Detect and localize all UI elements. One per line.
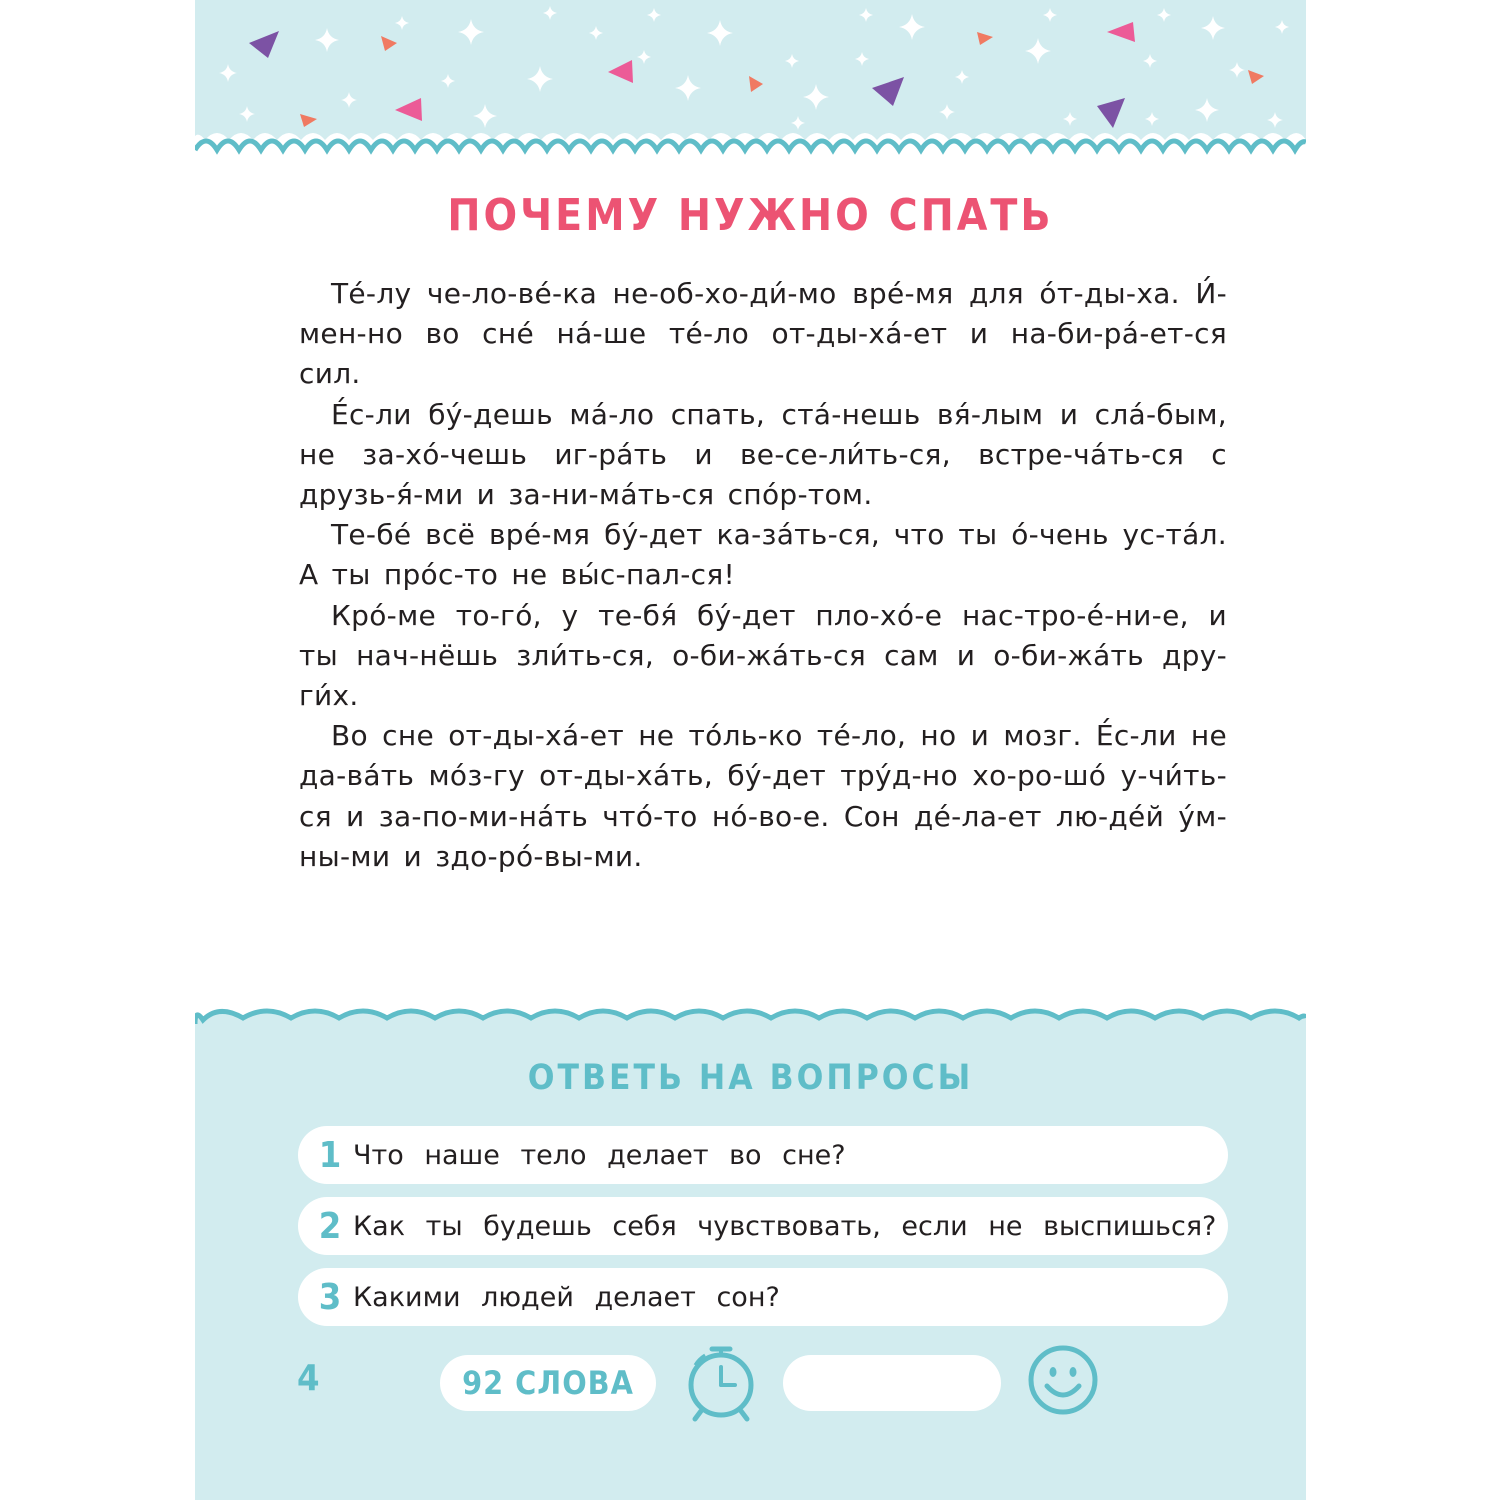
question-number: 1 bbox=[318, 1134, 342, 1176]
confetti-decoration bbox=[195, 0, 1306, 160]
reading-time-field[interactable] bbox=[783, 1355, 1001, 1411]
page-number: 4 bbox=[297, 1358, 320, 1399]
question-item bbox=[298, 1126, 1228, 1184]
word-count-badge: 92 СЛОВА bbox=[440, 1355, 656, 1411]
paragraph: Кро́-ме то-го́, у те-бя́ бу́-дет пло-хо́-е нас-тро-е́-ни-е, и ты нач-нёшь зли́ть-ся, о-би-жа́ть-ся сам и о-би-жа́ть дру-ги́х. bbox=[299, 598, 1227, 713]
quiz-title: ОТВЕТЬ НА ВОПРОСЫ bbox=[527, 1058, 974, 1098]
page-title: ПОЧЕМУ НУЖНО СПАТЬ bbox=[447, 190, 1054, 241]
question-number: 3 bbox=[318, 1276, 342, 1318]
paragraph: Те-бе́ всё вре́-мя бу́-дет ка-за́ть-ся, что ты о́-чень ус-та́л. А ты про́с-то не вы́с-пал-ся! bbox=[299, 518, 1227, 592]
paragraph: Те́-лу че-ло-ве́-ка не-об-хо-ди́-мо вре́-мя для о́т-ды-ха. И́-мен-но во сне́ на́-ше те́-ло от-ды-ха́-ет и на-би-ра́-ет-ся сил. bbox=[299, 277, 1227, 391]
paragraph: Е́с-ли бу́-дешь ма́-ло спать, ста́-нешь вя́-лым и сла́-бым, не за-хо́-чешь иг-ра́ть и ве-се-ли́ть-ся, встре-ча́ть-ся с друзь-я́-ми и за-ни-ма́ть-ся спо́р-том. bbox=[299, 397, 1227, 512]
reading-text bbox=[299, 274, 1227, 877]
question-text: Что наше тело делает во сне? bbox=[353, 1139, 846, 1171]
paragraph: Во сне от-ды-ха́-ет не то́ль-ко те́-ло, но и мозг. Е́с-ли не да-ва́ть мо́з-гу от-ды-ха́ть, бу́-дет тру́д-но хо-ро-шо́ у-чи́ть-ся и за-по-ми-на́ть что́-то но́-во-е. Сон де́-ла-ет лю-де́й у́м-ны-ми и здо-ро́-вы-ми. bbox=[299, 719, 1227, 873]
question-item bbox=[298, 1268, 1228, 1326]
top-decorative-band bbox=[195, 0, 1306, 160]
question-item bbox=[298, 1197, 1228, 1255]
smiley-face-icon bbox=[1027, 1344, 1099, 1416]
question-text: Как ты будешь себя чувствовать, если не выспишься? bbox=[353, 1210, 1217, 1242]
scallop-edge bbox=[195, 1000, 1306, 1040]
question-text: Какими людей делает сон? bbox=[353, 1281, 780, 1313]
page bbox=[195, 0, 1306, 1500]
alarm-clock-icon bbox=[685, 1343, 757, 1423]
question-number: 2 bbox=[318, 1205, 342, 1247]
